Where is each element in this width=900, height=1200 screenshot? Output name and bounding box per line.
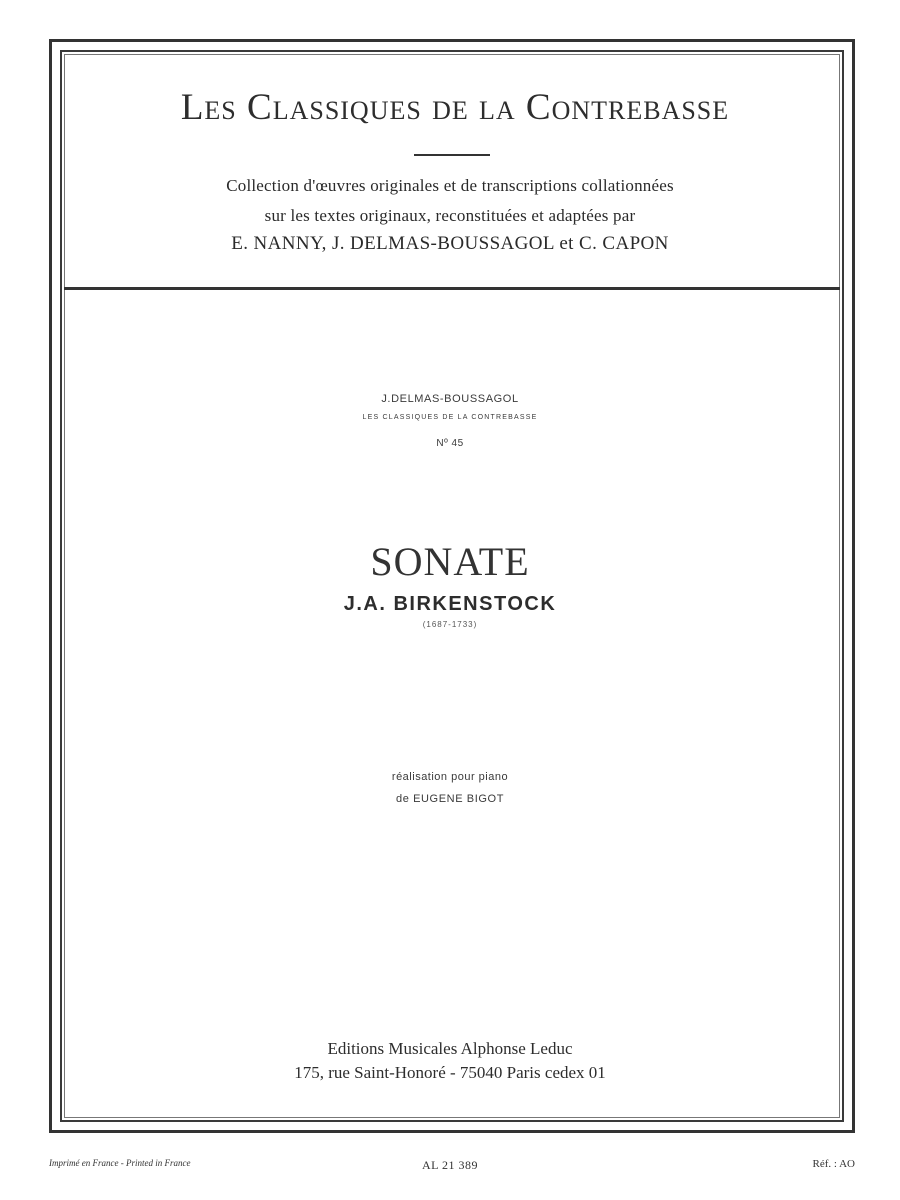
series-collection: LES CLASSIQUES DE LA CONTREBASSE: [362, 414, 538, 421]
collection-description-line1: Collection d'œuvres originales et de transcriptions collationnées: [226, 176, 674, 195]
composer-dates: (1687-1733): [422, 620, 478, 629]
title-rule: [414, 154, 490, 156]
publisher-address: 175, rue Saint-Honoré - 75040 Paris cedex 01: [294, 1063, 606, 1082]
reference-code: Réf. : AO: [812, 1158, 855, 1170]
series-title: Les Classiques de la Contrebasse: [180, 87, 730, 128]
collection-editors: E. NANNY, J. DELMAS-BOUSSAGOL et C. CAPON: [231, 233, 669, 254]
series-editor: J.DELMAS-BOUSSAGOL: [381, 393, 519, 405]
arrangement-line1: réalisation pour piano: [391, 771, 509, 783]
work-title: SONATE: [370, 539, 530, 584]
composer-name: J.A. BIRKENSTOCK: [343, 593, 557, 615]
catalog-number: AL 21 389: [421, 1158, 479, 1172]
series-number: Nº 45: [436, 438, 464, 449]
collection-description-line2: sur les textes originaux, reconstituées et adaptées par: [264, 206, 636, 225]
publisher-name: Editions Musicales Alphonse Leduc: [327, 1039, 573, 1058]
printed-in-france: Imprimé en France - Printed in France: [49, 1158, 191, 1168]
header-divider: [64, 287, 840, 290]
arrangement-line2: de EUGENE BIGOT: [395, 793, 505, 805]
